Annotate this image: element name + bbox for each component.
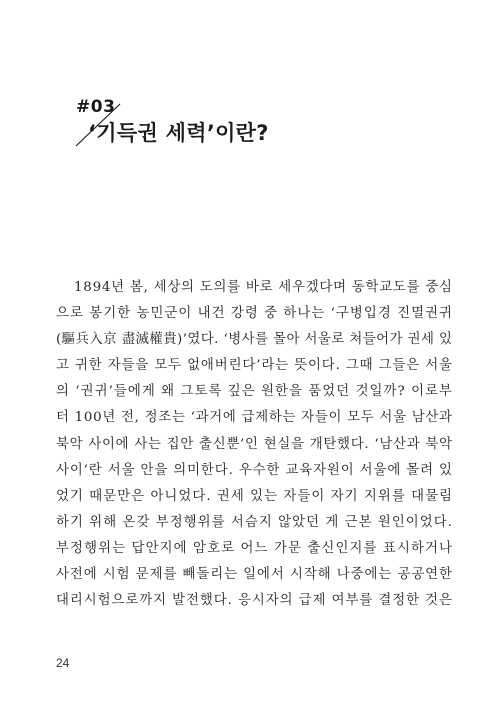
body-line: 북악 사이에 사는 집안 출신뿐’인 현실을 개탄했다. ‘남산과 북악: [56, 436, 453, 452]
body-line: 사전에 시험 문제를 빼돌리는 일에서 시작해 나중에는 공공연한: [56, 567, 453, 583]
body-line: 의 ‘권귀’들에게 왜 그토록 깊은 원한을 품었던 것일까? 이로부: [56, 384, 454, 400]
body-line: 고 귀한 자들을 모두 없애버린다’라는 뜻이다. 그때 그들은 서울: [56, 358, 453, 374]
body-line: 으로 봉기한 농민군이 내건 강령 중 하나는 ‘구병입경 진멸권귀: [56, 306, 454, 322]
body-line: 터 100년 전, 정조는 ‘과거에 급제하는 자들이 모두 서울 남산과: [56, 410, 453, 426]
body-line: 하기 위해 온갖 부정행위를 서슴지 않았던 게 근본 원인이었다.: [56, 514, 454, 530]
chapter-title: ‘기득권 세력’이란?: [88, 121, 269, 145]
body-line: 었기 때문만은 아니었다. 권세 있는 자들이 자기 지위를 대물림: [56, 488, 454, 504]
body-line: 사이’란 서울 안을 의미한다. 우수한 교육자원이 서울에 몰려 있: [56, 462, 453, 478]
body-line: 대리시험으로까지 발전했다. 응시자의 급제 여부를 결정한 것은: [56, 593, 453, 609]
body-paragraph: [56, 275, 452, 614]
chapter-number: #03: [76, 97, 116, 117]
body-line: 1894년 봄, 세상의 도의를 바로 세우겠다며 동학교도를 중심: [74, 280, 453, 295]
body-line: (驅兵入京 盡滅權貴)’였다. ‘병사를 몰아 서울로 쳐들어가 권세 있: [56, 332, 453, 348]
body-line: 부정행위는 답안지에 암호로 어느 가문 출신인지를 표시하거나: [56, 540, 454, 556]
page-number: 24: [56, 656, 70, 670]
